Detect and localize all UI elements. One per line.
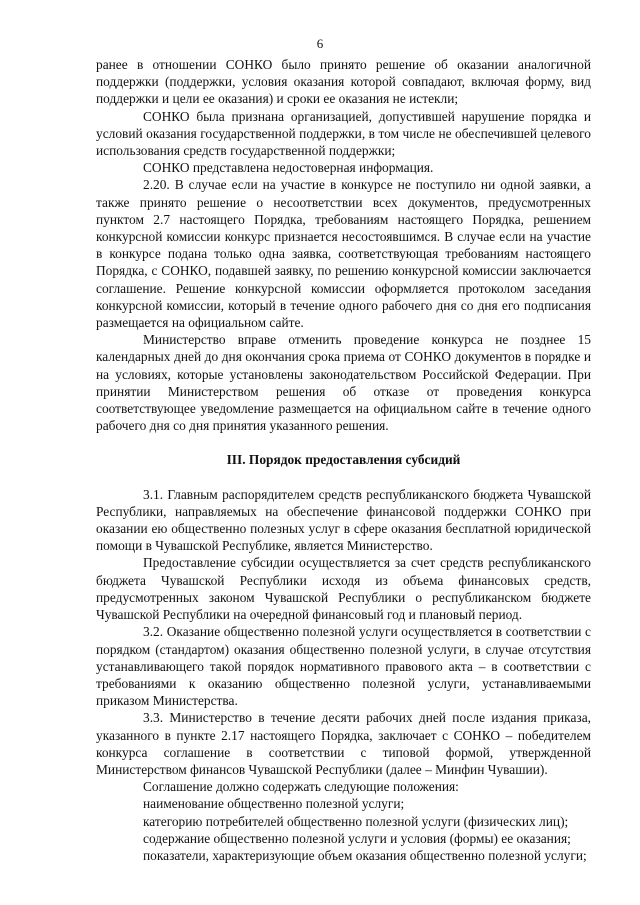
paragraph: СОНКО была признана организацией, допустившей нарушение порядка и условий оказания государственной поддержки, в том числе не обеспечившей целевого использования средств государственной поддержки; xyxy=(96,108,591,159)
document-body xyxy=(96,56,591,864)
section-3-body xyxy=(96,486,591,864)
list-item: показатели, характеризующие объем оказания общественно полезной услуги; xyxy=(143,847,587,863)
paragraph: СОНКО представлена недостоверная информация. xyxy=(143,160,434,176)
paragraph: Соглашение должно содержать следующие положения: xyxy=(143,779,459,795)
paragraph: Министерство вправе отменить проведение конкурса не позднее 15 календарных дней до дня окончания срока приема от СОНКО документов в порядке и на условиях, которые установлены законодательством Российской Федерации. При принятии Министерством решения об отказе от проведения конкурса соответствующее уведомление размещается на официальном сайте в течение одного рабочего дня со дня принятия указанного решения. xyxy=(96,332,591,434)
paragraph: 2.20. В случае если на участие в конкурсе не поступило ни одной заявки, а также принято решение о несоответствии всех документов, предусмотренных пунктом 2.7 настоящего Порядка, требованиям настоящего Порядка, решением конкурсной комиссии конкурс признается несостоявшимся. В случае если на участие в конкурсе подана только одна заявка, соответствующая требованиям настоящего Порядка, с СОНКО, подавшей заявку, по решению конкурсной комиссии заключается соглашение. Решение конкурсной комиссии оформляется протоколом заседания конкурсной комиссии, который в течение одного рабочего дня со дня его подписания размещается на официальном сайте. xyxy=(96,177,591,331)
paragraph: ранее в отношении СОНКО было принято решение об оказании аналогичной поддержки (поддержки, условия оказания которой совпадают, включая форму, вид поддержки и цели ее оказания) и сроки ее оказания не истекли; xyxy=(96,57,591,107)
paragraph: Предоставление субсидии осуществляется за счет средств республиканского бюджета Чувашской Республики исходя из объема финансовых средств, предусмотренных законом Чувашской Республики о республиканском бюджете Чувашской Республики на очередной финансовый год и плановый период. xyxy=(96,555,591,623)
section-2-tail xyxy=(96,56,591,434)
paragraph: 3.3. Министерство в течение десяти рабочих дней после издания приказа, указанного в пункте 2.17 настоящего Порядка, заключает с СОНКО – победителем конкурса соглашение в соответствии с типовой формой, утвержденной Министерством финансов Чувашской Республики (далее – Минфин Чувашии). xyxy=(96,710,591,777)
list-item: содержание общественно полезной услуги и условия (формы) ее оказания; xyxy=(143,830,571,846)
page-number: 6 xyxy=(316,36,324,51)
section-heading: III. Порядок предоставления субсидий xyxy=(226,452,461,468)
list-item: категорию потребителей общественно полезной услуги (физических лиц); xyxy=(143,813,569,829)
paragraph: 3.2. Оказание общественно полезной услуги осуществляется в соответствии с порядком (стандартом) оказания общественно полезной услуги, в случае отсутствия устанавливающего такой порядок нормативного правового акта – в соответствии с требованиями к оказанию общественно полезной услуги, устанавливаемыми приказом Министерства. xyxy=(96,624,591,709)
list-item: наименование общественно полезной услуги; xyxy=(143,796,405,812)
paragraph: 3.1. Главным распорядителем средств республиканского бюджета Чувашской Республики, направляемых на обеспечение финансовой поддержки СОНКО при оказании ею общественно полезных услуг в сфере оказания бесплатной юридической помощи в Чувашской Республике, является Министерство. xyxy=(96,486,591,554)
